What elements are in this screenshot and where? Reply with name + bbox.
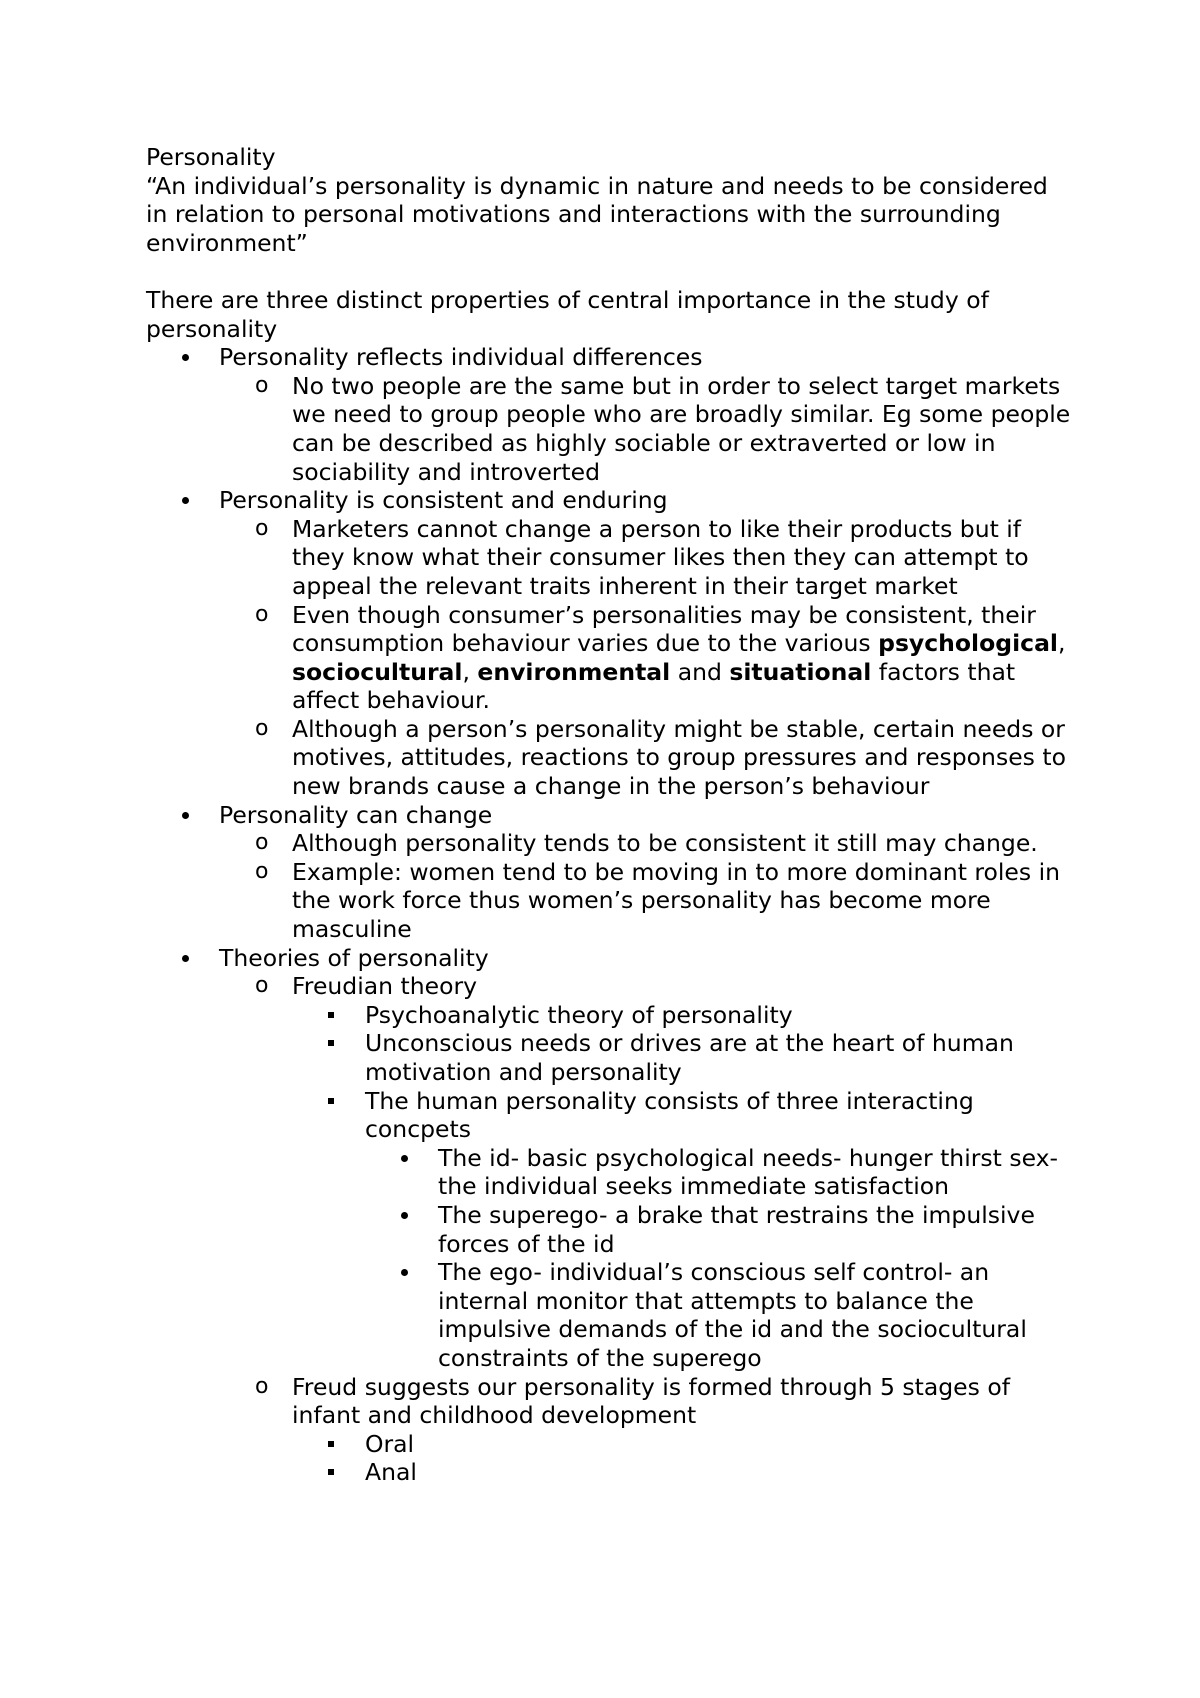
list-item xyxy=(146,1201,1076,1258)
list-item xyxy=(146,801,1076,830)
text-run: factors that affect behaviour. xyxy=(292,657,1016,715)
list-item-text: Personality is consistent and enduring xyxy=(219,486,668,515)
bold-term-psychological: psychological xyxy=(878,629,1058,658)
text-run: , xyxy=(1057,629,1066,658)
list-item xyxy=(146,343,1076,372)
bullet-icon xyxy=(182,497,189,504)
list-item-text: No two people are the same but in order to select target markets we need to group people who are broadly similar. Eg some people can be described as highly sociable or extraverted or low in sociability and introverted xyxy=(292,371,1071,486)
list-item-text: Theories of personality xyxy=(219,943,489,972)
list-item xyxy=(146,1430,1076,1459)
list-item-text: Personality can change xyxy=(219,800,493,829)
bullet-icon xyxy=(401,1269,408,1276)
square-bullet-icon xyxy=(328,1469,334,1475)
list-item-text: Oral xyxy=(365,1429,415,1458)
document-body xyxy=(146,143,1076,1487)
bullet-icon xyxy=(401,1155,408,1162)
circle-bullet-icon: o xyxy=(255,715,269,741)
list-item-text: Although a person’s personality might be stable, certain needs or motives, attitudes, reactions to group pressures and responses to new brands cause a change in the person’s behaviour xyxy=(292,714,1066,801)
list-item xyxy=(146,944,1076,973)
list-item-text: The ego- individual’s conscious self control- an internal monitor that attempts to balance the impulsive demands of the id and the sociocultural constraints of the superego xyxy=(438,1258,1027,1372)
document-title: Personality xyxy=(146,143,276,171)
bold-term-sociocultural: sociocultural xyxy=(292,657,463,686)
bullet-icon xyxy=(182,354,189,361)
text-run: and xyxy=(670,657,730,686)
list-item xyxy=(146,515,1076,601)
list-item xyxy=(146,372,1076,486)
circle-bullet-icon: o xyxy=(255,1373,269,1399)
list-item-text: Psychoanalytic theory of personality xyxy=(365,1000,793,1029)
square-bullet-icon xyxy=(328,1040,334,1046)
circle-bullet-icon: o xyxy=(255,973,269,999)
list-item-text: Freud suggests our personality is formed through 5 stages of infant and childhood development xyxy=(292,1372,1011,1430)
list-item xyxy=(146,1001,1076,1030)
list-item-text: Unconscious needs or drives are at the heart of human motivation and personality xyxy=(365,1029,1014,1086)
list-item-text xyxy=(292,601,1065,715)
square-bullet-icon xyxy=(328,1012,334,1018)
circle-bullet-icon: o xyxy=(255,372,269,398)
list-item-text: Freudian theory xyxy=(292,972,478,1001)
text-run: Even though consumer’s personalities may be consistent, their consumption behaviour varies due to the various xyxy=(292,600,1036,658)
list-item-text: The human personality consists of three interacting concpets xyxy=(365,1086,974,1144)
list-item-text: Personality reflects individual differences xyxy=(219,343,703,372)
list-item-text: The superego- a brake that restrains the impulsive forces of the id xyxy=(438,1200,1035,1258)
list-item-text: Marketers cannot change a person to like their products but if they know what their consumer likes then they can attempt to appeal the relevant traits inherent in their target market xyxy=(292,514,1029,600)
square-bullet-icon xyxy=(328,1098,334,1104)
list-item-text: Example: women tend to be moving in to more dominant roles in the work force thus women’s personality has become more masculine xyxy=(292,857,1061,944)
list-item-text: Anal xyxy=(365,1458,417,1487)
list-item xyxy=(146,1029,1076,1086)
circle-bullet-icon: o xyxy=(255,515,269,541)
list-item xyxy=(146,601,1076,715)
list-item xyxy=(146,715,1076,801)
list-item xyxy=(146,829,1076,858)
list-item xyxy=(146,1373,1076,1430)
bold-term-situational: situational xyxy=(729,657,872,686)
list-item xyxy=(146,1458,1076,1487)
list-item-text: The id- basic psychological needs- hunger thirst sex- the individual seeks immediate satisfaction xyxy=(438,1143,1058,1201)
list-item xyxy=(146,1258,1076,1372)
circle-bullet-icon: o xyxy=(255,830,269,856)
circle-bullet-icon: o xyxy=(255,601,269,627)
bullet-icon xyxy=(182,812,189,819)
blank-line xyxy=(146,257,1076,286)
intro-paragraph: There are three distinct properties of central importance in the study of personality xyxy=(146,285,989,343)
list-item xyxy=(146,486,1076,515)
bullet-icon xyxy=(182,955,189,962)
definition-quote: “An individual’s personality is dynamic in nature and needs to be considered in relation to personal motivations and interactions with the surrounding environment” xyxy=(146,171,1048,257)
list-item xyxy=(146,1144,1076,1201)
bold-term-environmental: environmental xyxy=(477,657,671,686)
bullet-icon xyxy=(401,1212,408,1219)
text-run: , xyxy=(462,657,478,686)
list-item xyxy=(146,858,1076,944)
list-item xyxy=(146,1087,1076,1144)
list-item xyxy=(146,972,1076,1001)
list-item-text: Although personality tends to be consistent it still may change. xyxy=(292,829,1038,858)
circle-bullet-icon: o xyxy=(255,858,269,884)
square-bullet-icon xyxy=(328,1441,334,1447)
